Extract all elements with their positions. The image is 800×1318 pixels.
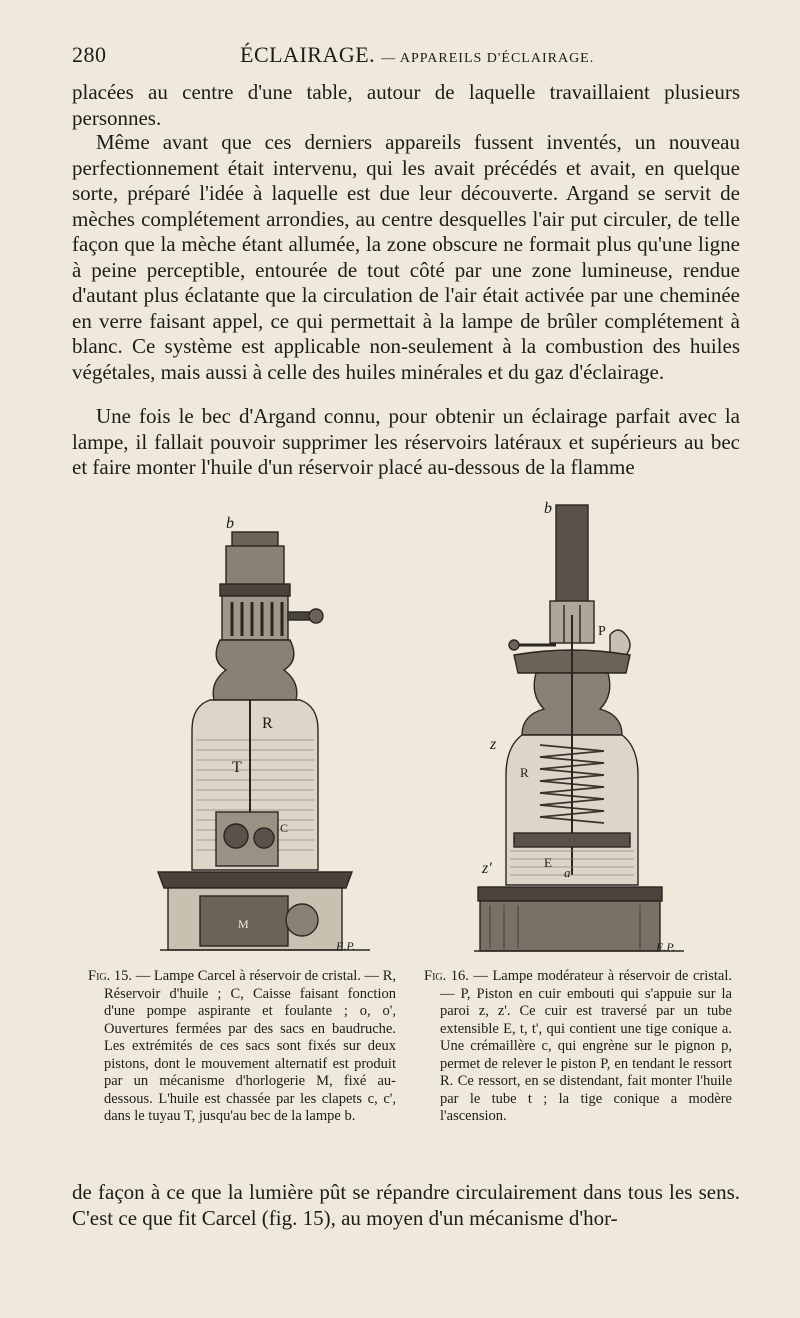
fig16-label-z-prime: z': [482, 860, 492, 877]
figure-16-caption-text: — Lampe modérateur à réservoir de cristal. — P, Piston en cuir embouti qui s'appuie sur la paroi z, z'. Ce cuir est traversé par un tube extensible E, t, t', qui contient une tige conique a. Une crémaillère c, qui engrène sur le pignon p, permet de relever le piston P, en tendant le ressort R. Ce ressort, en se distendant, fait monter l'huile par le tube t ; la tige conique a modère l'ascension.: [440, 968, 733, 1124]
fig15-label-b: b: [226, 515, 234, 532]
paragraph-1-text: placées au centre d'une table, autour de laquelle travaillaient plusieurs personnes.: [72, 80, 740, 130]
paragraph-4-text: de façon à ce que la lumière pût se répandre circulairement dans tous les sens. C'est ce que fit Carcel (fig. 15), au moyen d'un mécanisme d'hor-: [72, 1180, 740, 1230]
paragraph-4: [72, 1180, 740, 1231]
paragraph-2: [72, 130, 740, 385]
figure-16-caption-label: Fig. 16.: [424, 968, 469, 984]
figure-16-caption-body: [424, 968, 732, 1126]
running-title-sub: — APPAREILS D'ÉCLAIRAGE.: [381, 51, 595, 66]
fig15-signature: E.P.: [336, 939, 356, 953]
fig16-label-b: b: [544, 500, 552, 517]
fig16-label-E: E: [544, 855, 552, 870]
fig15-label-R: R: [262, 715, 273, 732]
paragraph-3: [72, 404, 740, 481]
figure-15-caption-text: — Lampe Carcel à réservoir de cristal. — R, Réservoir d'huile ; C, Caisse faisant fonction d'une pompe aspirante et foulante ; o, o', Ouvertures fermées par des sacs en baudruche. Les extrémités de ces sacs sont fixés sur deux pistons, dont le mouvement alternatif est produit par un mécanisme d'horlogerie M, fixé au-dessous. L'huile est chassée par les clapets c, c', dans le tuyau T, jusqu'au bec de la lampe b.: [104, 968, 397, 1124]
figure-15-carcel-lamp-illustration: [140, 510, 380, 960]
figure-15-caption-label: Fig. 15.: [88, 968, 133, 984]
fig15-label-T: T: [232, 759, 242, 776]
figure-15-caption: [88, 968, 396, 1126]
fig15-label-C: C: [280, 821, 289, 835]
fig16-label-z: z: [490, 736, 497, 753]
running-title-main: ÉCLAIRAGE.: [240, 42, 376, 67]
fig16-label-a: a: [564, 865, 571, 880]
figure-16-moderateur-lamp-illustration: [460, 495, 690, 960]
page-number: 280: [72, 42, 107, 67]
paragraph-3-text: Une fois le bec d'Argand connu, pour obtenir un éclairage parfait avec la lampe, il fallait pouvoir supprimer les réservoirs latéraux et supérieurs au bec et faire monter l'huile d'un réservoir placé au-dessous de la flamme: [72, 404, 740, 479]
fig16-label-R: R: [520, 765, 529, 780]
running-title: [240, 42, 594, 68]
figure-15-caption-body: [88, 968, 396, 1126]
fig16-label-P: P: [598, 624, 606, 639]
figure-16-caption: [424, 968, 732, 1126]
paragraph-2-text: Même avant que ces derniers appareils fussent inventés, un nouveau perfectionnement était intervenu, qui les avait précédés et avait, en quelque sorte, préparé l'idée à laquelle est due leur découverte. Argand se servit de mèches complétement arrondies, au centre desquelles l'air put circuler, de telle façon que la mèche étant allumée, la zone obscure ne formait plus qu'une ligne à peine perceptible, entourée de tout côté par une zone lumineuse, rendue d'autant plus éclatante que la circulation de l'air était activée par une cheminée en verre faisant appel, ce qui permettait à la lampe de brûler complétement à blanc. Ce système est applicable non-seulement à la combustion des huiles végétales, mais aussi à celle des huiles minérales et du gaz d'éclairage.: [72, 130, 740, 384]
running-header: [72, 42, 740, 72]
fig15-label-M: M: [238, 917, 249, 931]
fig16-signature: E.P.: [656, 940, 676, 954]
paragraph-1: [72, 80, 740, 131]
